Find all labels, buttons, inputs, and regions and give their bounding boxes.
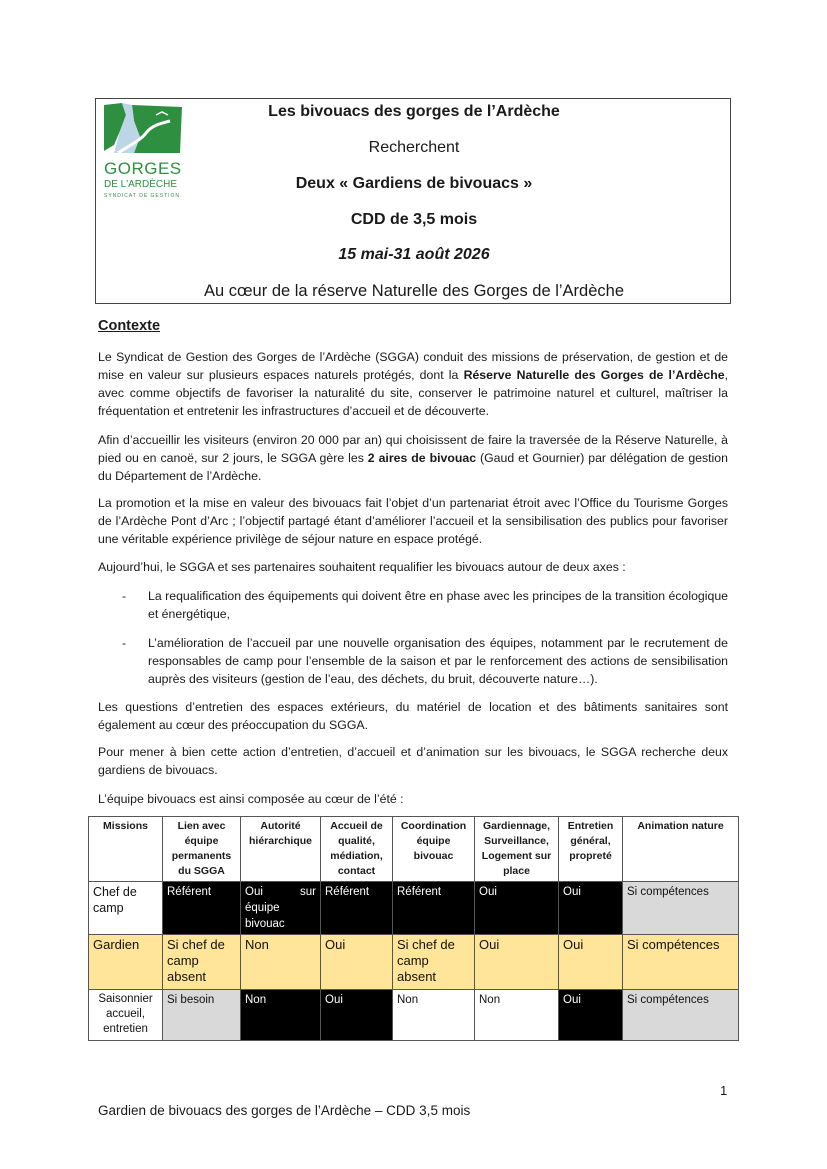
table-row — [89, 990, 739, 1041]
table-cell: Si compétences — [623, 935, 739, 990]
table-header: Coordination équipe bivouac — [393, 817, 475, 882]
header-line-2: Recherchent — [368, 139, 460, 156]
table-cell-role: Gardien — [89, 935, 163, 990]
bullet-text-2: L’amélioration de l’accueil par une nouvelle organisation des équipes, notamment par le recrutement de responsables de camp pour l’ensemble de la saison et par le renforcement des actions de sensibilisation auprès des visiteurs (gestion de l’eau, des déchets, du bruit, découverte nature…). — [148, 636, 728, 686]
table-row — [89, 935, 739, 990]
table-header: Accueil de qualité, médiation, contact — [321, 817, 393, 882]
paragraph-1 — [98, 348, 728, 420]
logo-title: GORGES — [104, 159, 182, 178]
bullet-text-1: La requalification des équipements qui doivent être en phase avec les principes de la transition écologique et énergétique, — [148, 589, 728, 621]
table-header: Autorité hiérarchique — [241, 817, 321, 882]
table-cell: Oui sur équipe bivouac — [241, 882, 321, 935]
paragraph-2 — [98, 431, 728, 485]
table-header: Lien avec équipe permanents du SGGA — [163, 817, 241, 882]
table-cell: Référent — [163, 882, 241, 935]
table-row — [89, 882, 739, 935]
paragraph-1-text-a: Le Syndicat de Gestion des Gorges de l’Ardèche (SGGA) conduit des missions de préservation, de gestion et de mise en valeur sur plusieurs espaces naturels protégés, dont la — [98, 350, 728, 382]
header-box — [95, 98, 731, 304]
header-line-4: CDD de 3,5 mois — [350, 211, 478, 228]
table-cell: Si chef de camp absent — [163, 935, 241, 990]
bullet-dash: - — [122, 636, 127, 650]
table-header: Entretien général, propreté — [559, 817, 623, 882]
table-cell: Référent — [393, 882, 475, 935]
paragraph-2-bold: 2 aires de bivouac — [367, 451, 477, 465]
paragraph-4: Aujourd’hui, le SGGA et ses partenaires souhaitent requalifier les bivouacs autour de deux axes : — [98, 560, 626, 574]
table-header: Gardiennage, Surveillance, Logement sur place — [475, 817, 559, 882]
table-cell-role: Chef de camp — [89, 882, 163, 935]
page-footer: Gardien de bivouacs des gorges de l’Ardèche – CDD 3,5 mois — [98, 1103, 471, 1118]
paragraph-5: Les questions d’entretien des espaces extérieurs, du matériel de location et des bâtiments sanitaires sont également au cœur des préoccupation du SGGA. — [98, 700, 728, 732]
table-cell: Si besoin — [163, 990, 241, 1041]
table-cell: Oui — [321, 990, 393, 1041]
table-cell: Non — [475, 990, 559, 1041]
header-line-1: Les bivouacs des gorges de l’Ardèche — [268, 103, 560, 120]
table-header-row — [89, 817, 739, 882]
table-cell: Non — [241, 990, 321, 1041]
paragraph-1-text-c: , avec comme objectifs de favoriser la naturalité du site, conserver le patrimoine naturel et culturel, maîtriser la fréquentation et entretenir les infrastructures d’accueil et de découverte. — [98, 368, 728, 418]
table-cell: Non — [241, 935, 321, 990]
page-number: 1 — [720, 1083, 728, 1098]
paragraph-2-text-a: Afin d’accueillir les visiteurs (environ 20 000 par an) qui choisissent de faire la traversée de la Réserve Naturelle, à pied ou en canoë, sur 2 jours, le SGGA gère les — [98, 433, 728, 465]
paragraph-1-bold: Réserve Naturelle des Gorges de l’Ardèche — [463, 368, 725, 382]
table-cell: Si compétences — [623, 882, 739, 935]
paragraph-2-text-c: (Gaud et Gournier) par délégation de gestion du Département de l’Ardèche. — [98, 451, 728, 483]
table-cell: Non — [393, 990, 475, 1041]
bullet-dash: - — [122, 589, 127, 603]
table-cell: Si chef de camp absent — [393, 935, 475, 990]
paragraph-7: L’équipe bivouacs est ainsi composée au cœur de l’été : — [98, 792, 404, 806]
table-cell: Oui — [475, 935, 559, 990]
table-cell: Référent — [321, 882, 393, 935]
paragraph-6: Pour mener à bien cette action d’entretien, d’accueil et d’animation sur les bivouacs, le SGGA recherche deux gardiens de bivouacs. — [98, 745, 728, 777]
paragraph-3: La promotion et la mise en valeur des bivouacs fait l’objet d’un partenariat étroit avec l’Office du Tourisme Gorges de l’Ardèche Pont d’Arc ; l’objectif partagé étant d’améliorer l’accueil et la sensibilisation des publics pour favoriser une véritable expérience privilège de séjour nature en espace protégé. — [98, 496, 728, 546]
header-line-6: Au cœur de la réserve Naturelle des Gorges de l’Ardèche — [203, 282, 625, 300]
team-table — [88, 816, 739, 1041]
table-cell: Oui — [475, 882, 559, 935]
logo-subtitle: DE L'ARDÈCHE — [104, 179, 178, 190]
table-cell-role: Saisonnier accueil, entretien — [89, 990, 163, 1041]
table-cell: Oui — [321, 935, 393, 990]
table-header: Animation nature — [623, 817, 739, 882]
table-cell: Oui — [559, 935, 623, 990]
table-cell: Oui — [559, 882, 623, 935]
table-header: Missions — [89, 817, 163, 882]
logo-tagline: SYNDICAT DE GESTION — [104, 193, 181, 199]
table-cell: Oui — [559, 990, 623, 1041]
table-cell: Si compétences — [623, 990, 739, 1041]
header-line-3: Deux « Gardiens de bivouacs » — [295, 175, 533, 192]
section-title: Contexte — [98, 318, 161, 334]
header-line-5: 15 mai-31 août 2026 — [338, 246, 490, 263]
